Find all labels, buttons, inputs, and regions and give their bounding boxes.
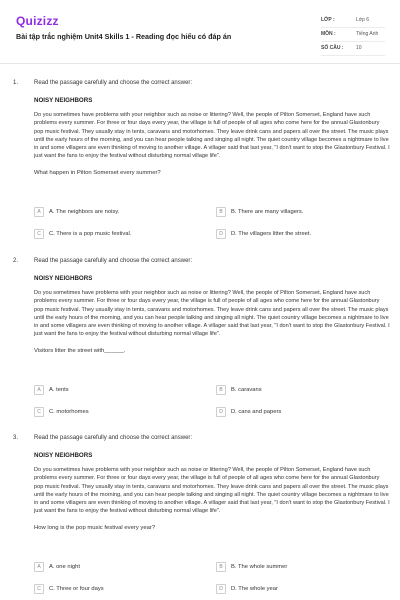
option-letter-box: B xyxy=(216,385,226,395)
question-instruction: Read the passage carefully and choose the correct answer: xyxy=(34,258,193,264)
meta-value: 10 xyxy=(356,45,362,51)
option-text: D. cans and papers xyxy=(231,408,282,415)
passage-heading: NOISY NEIGHBORS xyxy=(34,97,93,104)
option-text: A. tents xyxy=(49,386,69,393)
option-letter-box: D xyxy=(216,229,226,239)
option-letter-box: A xyxy=(34,562,44,572)
option-letter-box: C xyxy=(34,407,44,417)
option-text: C. There is a pop music festival. xyxy=(49,230,132,237)
option-text: D. The villagers litter the street. xyxy=(231,230,312,237)
passage-heading: NOISY NEIGHBORS xyxy=(34,275,93,282)
worksheet-title: Bài tập trắc nghiệm Unit4 Skills 1 - Reading đọc hiểu có đáp án xyxy=(16,32,232,41)
option-text: A. one night xyxy=(49,563,80,570)
meta-key: MÔN : xyxy=(321,31,336,37)
option-text: C. motorhomes xyxy=(49,408,89,415)
option-letter-box: C xyxy=(34,584,44,594)
option-letter-box: A xyxy=(34,207,44,217)
worksheet-header xyxy=(0,0,400,62)
option-text: B. caravans xyxy=(231,386,262,393)
option-letter-box: B xyxy=(216,207,226,217)
option-text: A. The neighbors are noisy. xyxy=(49,208,120,215)
meta-row-count xyxy=(321,42,385,56)
question-number: 2. xyxy=(13,258,19,264)
passage-heading: NOISY NEIGHBORS xyxy=(34,452,93,459)
option-text: D. The whole year xyxy=(231,585,278,592)
meta-value: Lớp 6 xyxy=(356,17,370,23)
question-prompt: What happen in Pilton Somerset every summer? xyxy=(34,170,161,176)
meta-row-grade xyxy=(321,14,385,28)
question-instruction: Read the passage carefully and choose the correct answer: xyxy=(34,435,193,441)
option-letter-box: A xyxy=(34,385,44,395)
reading-passage: Do you sometimes have problems with your neighbor such as noise or littering? Well, the people of Pilton Somerset, England have such problems every summer. For three or four days every year, the village is full of people of all ages who come here for the annual Glastonbury pop music festival. They usually stay in tents, caravans and motorhomes. They leave drink cans and papers all over the street. The music plays until the early hours of the morning, and you can hear people talking and singing all night. The quiet country village becomes a nightmare to live in and some villagers are even thinking of moving to another village. A villager said that last year, "I don't want to stop the Glastonbury Festival. I just want the fans to enjoy the festival without disturbing normal village life". xyxy=(34,467,390,515)
quizizz-logo[interactable]: Quizizz xyxy=(16,14,59,28)
reading-passage: Do you sometimes have problems with your neighbor such as noise or littering? Well, the people of Pilton Somerset, England have such problems every summer. For three or four days every year, the village is full of people of all ages who come here for the annual Glastonbury pop music festival. They usually stay in tents, caravans and motorhomes. They leave drink cans and papers all over the street. The music plays until the early hours of the morning, and you can hear people talking and singing all night. The quiet country village becomes a nightmare to live in and some villagers are even thinking of moving to another village. A villager said that last year, "I don't want to stop the Glastonbury Festival. I just want the fans to enjoy the festival without disturbing normal village life". xyxy=(34,290,390,338)
question-prompt: How long is the pop music festival every year? xyxy=(34,525,156,531)
meta-row-subject xyxy=(321,28,385,42)
question-number: 1. xyxy=(13,80,19,86)
meta-key: SỐ CÂU : xyxy=(321,45,344,51)
option-letter-box: D xyxy=(216,407,226,417)
option-letter-box: C xyxy=(34,229,44,239)
meta-value: Tiếng Anh xyxy=(356,31,379,37)
meta-key: LỚP : xyxy=(321,17,335,23)
option-text: B. There are many villagers. xyxy=(231,208,304,215)
header-divider xyxy=(0,63,400,64)
question-prompt: Visitors litter the street with______. xyxy=(34,348,126,354)
worksheet-meta xyxy=(321,14,385,56)
option-letter-box: B xyxy=(216,562,226,572)
reading-passage: Do you sometimes have problems with your neighbor such as noise or littering? Well, the people of Pilton Somerset, England have such problems every summer. For three or four days every year, the village is full of people of all ages who come here for the annual Glastonbury pop music festival. They usually stay in tents, caravans and motorhomes. They leave drink cans and papers all over the street. The music plays until the early hours of the morning, and you can hear people talking and singing all night. The quiet country village becomes a nightmare to live in and some villagers are even thinking of moving to another village. A villager said that last year, "I don't want to stop the Glastonbury Festival. I just want the fans to enjoy the festival without disturbing normal village life". xyxy=(34,112,390,160)
option-text: B. The whole summer xyxy=(231,563,288,570)
option-text: C. Three or four days xyxy=(49,585,104,592)
question-instruction: Read the passage carefully and choose the correct answer: xyxy=(34,80,193,86)
option-letter-box: D xyxy=(216,584,226,594)
question-number: 3. xyxy=(13,435,19,441)
